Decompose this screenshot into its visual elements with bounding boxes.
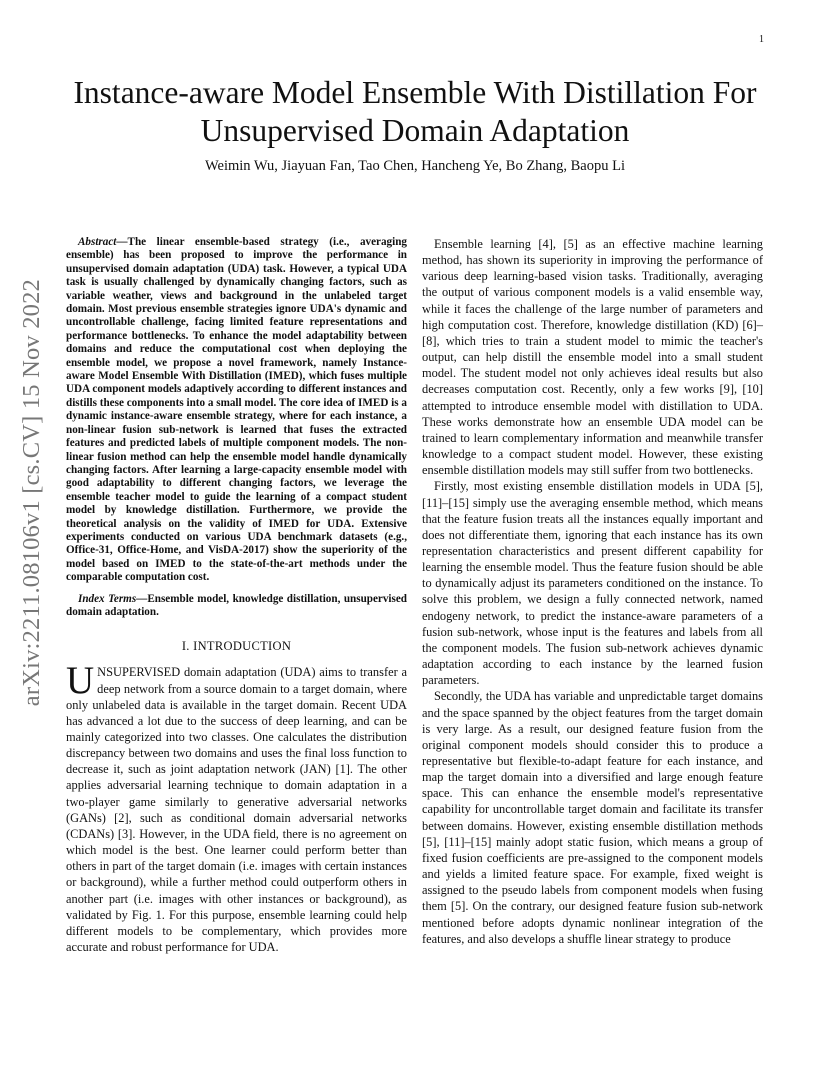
- section-heading: I. INTRODUCTION: [181, 639, 292, 654]
- abstract: [66, 236, 407, 585]
- page-number: 1: [759, 34, 764, 45]
- paper-title: Instance-aware Model Ensemble With Distillation For Unsupervised Domain Adaptation: [73, 75, 757, 148]
- author-list: Weimin Wu, Jiayuan Fan, Tao Chen, Hancheng Ye, Bo Zhang, Baopu Li: [205, 158, 625, 174]
- intro-paragraph-4: Secondly, the UDA has variable and unpredictable target domains and the space spanned by the object features from the target domain is very large. As a result, our designed feature fusion from the original component models should consider this to produce a representative but flexible-to-adapt feature for each instance, and map the target domain into a diversified and large enough feature space. This can enhance the ensemble model's representative capability for uncontrollable target domain and facilitate its transfer between domains. However, existing ensemble distillation methods [5], [11]–[15] mainly adopt static fusion, which means a group of fixed fusion coefficients are pre-assigned to the component models and yields a limited feature space. For example, fixed weight is assigned to the pseudo labels from component models when fusing them [5]. On the contrary, our designed feature fusion sub-network mentioned before adopts dynamic nonlinear integration of the features, and also develops a shuffle linear strategy to produce: [422, 689, 763, 946]
- index-terms: [66, 593, 407, 620]
- intro-paragraph-1: [66, 659, 407, 955]
- abstract-text: —The linear ensemble-based strategy (i.e., averaging ensemble) has been proposed to improve the performance in unsupervised domain adaptation (UDA) task. However, a typical UDA task is usually challenged by dynamically changing factors, such as variable weather, views and background in the unlabeled target domain. Most previous ensemble strategies ignore UDA's dynamic and uncontrollable challenge, facing limited feature representations and performance bottlenecks. To enhance the model adaptability between domains and reduce the computational cost when deploying the ensemble model, we propose a novel framework, namely Instance-aware Model Ensemble With Distillation (IMED), which fuses multiple UDA component models adaptively according to different instances and distills these components into a small model. The core idea of IMED is a dynamic instance-aware ensemble strategy, where for each instance, a non-linear fusion sub-network is learned that fuses the extracted features and predicted labels of multiple component models. The non-linear fusion method can help the ensemble model handle dynamically changing factors. After learning a large-capacity ensemble model with good adaptability to different changing factors, we leverage the ensemble teacher model to guide the learning of a compact student model by knowledge distillation. Furthermore, we provide the theoretical analysis on the validity of IMED for UDA. Extensive experiments conducted on various UDA benchmark datasets (e.g., Office-31, Office-Home, and VisDA-2017) show the superiority of the model based on IMED to the state-of-the-art methods under the comparable computation cost.: [66, 236, 407, 584]
- first-word-rest: NSUPERVISED: [97, 665, 181, 680]
- drop-cap: U: [66, 659, 95, 703]
- left-column: [66, 236, 407, 955]
- arxiv-side-stamp: arXiv:2211.08106v1 [cs.CV] 15 Nov 2022: [18, 279, 45, 707]
- intro-paragraph-1-text: domain adaptation (UDA) aims to transfer a deep network from a source domain to a target domain, where only unlabeled data is available in the target domain. Recent UDA has advanced a lot due to the success of deep learning, and can be mainly categorized into two classes. One calculates the distribution discrepancy between two domains and uses the final loss function to decrease it, such as joint adaptation network (JAN) [1]. The other applies adversarial learning technique to domain adaptation in a two-player game similarly to generative adversarial networks (GANs) [2], such as conditional domain adversarial networks (CDANs) [3]. However, in the UDA field, there is no agreement on which model is the best. One learner could perform better than others in part of the target domain (i.e. images with certain instances or background), while a further method could outperform others in another part (i.e. images with other instances or background), as validated by Fig. 1. For this purpose, ensemble learning could help different models to be complementary, which provides more accurate and robust performance for UDA.: [66, 665, 407, 955]
- intro-paragraph-2: Ensemble learning [4], [5] as an effective machine learning method, has shown its superiority in improving the performance of various deep learning-based vision tasks. Traditionally, averaging the output of various component models is a valid ensemble way, while it faces the challenge of the large number of parameters and high computation cost. Therefore, knowledge distillation (KD) [6]–[8], which tries to train a student model to mimic the teacher's output, can help distill the ensemble model into a small student model. The student model not only achieves ideal results but also decreases computation cost. Recently, only a few works [9], [10] attempted to introduce ensemble model with distillation to UDA. These works demonstrate how an ensemble UDA model can be trained to learn complementary information and meanwhile transfer knowledge to a compact student model. However, these existing ensemble distillation models may still suffer from two bottlenecks.: [422, 237, 763, 478]
- index-terms-heading: Index Terms: [78, 592, 137, 605]
- abstract-heading: Abstract: [78, 236, 117, 248]
- index-terms-text: —Ensemble model, knowledge distillation, unsupervised domain adaptation.: [66, 592, 407, 618]
- intro-paragraph-3: Firstly, most existing ensemble distillation models in UDA [5], [11]–[15] simply use the averaging ensemble method, which means that the feature fusion treats all the instances equally important and does not differentiate them, ignoring that each instance has its own representation characteristics and present different capability for learning the ensemble model. Thus the feature fusion should be able to dynamically adjust its parameters conditioned on the instance. To solve this problem, we design a fully connected network, named endogeny network, to predict the instance-aware parameters of a fusion sub-network, whose input is the features and labels from all the component models. The fusion sub-network achieves dynamic adaptation according to each instance by the learned fusion parameters.: [422, 479, 763, 688]
- right-column: [422, 236, 763, 947]
